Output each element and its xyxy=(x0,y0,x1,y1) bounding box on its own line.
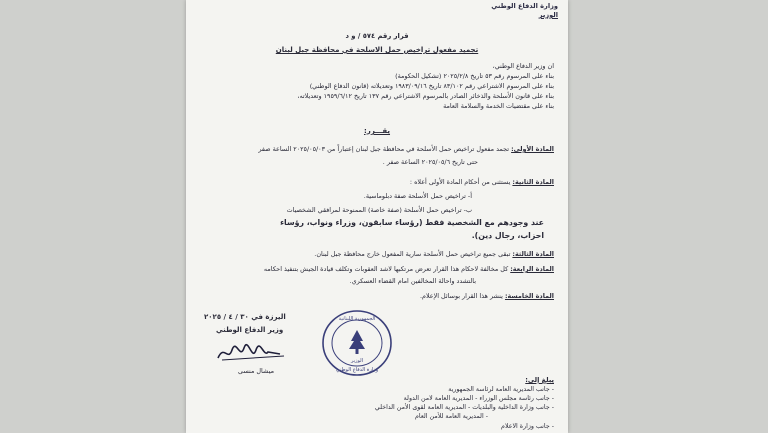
article-4-text: كل مخالفة لاحكام هذا القرار تعرض مرتكبها لاشد العقوبات وتكلف قيادة الجيش بتنفيذ احكامه xyxy=(263,265,509,273)
decision-subject: تجميد مفعول تراخيص حمل الاسلحة في محافظة جبل لبنان xyxy=(275,46,479,54)
article-1-text-cont: حتى تاريخ ٢٠٢٥/٠٥/٦ الساعة صفر . xyxy=(382,158,478,166)
article-1-text: تجمد مفعول تراخيص حمل الأسلحة في محافظة جبل لبنان إعتباراً من ٢٠٢٥/٠٥/٠٣ الساعة صفر xyxy=(258,145,510,153)
article-3-text: تبقى جميع تراخيص حمل الأسلحة سارية المفعول خارج محافظة جبل لبنان. xyxy=(314,250,511,258)
distribution-item: - المديرية العامة للأمن العام xyxy=(415,413,488,420)
letterhead xyxy=(491,2,558,20)
preamble-line: ان وزير الدفاع الوطني، xyxy=(492,62,554,70)
ministry-stamp xyxy=(320,308,394,378)
article-4-label: المادة الرابعة: xyxy=(510,265,554,273)
distribution-item: - جانب وزارة الاعلام xyxy=(501,423,554,430)
preamble-line: بناء على المرسوم رقم ٥٣ تاريخ ٢٠٢٥/٢/٨ (تشكيل الحكومة) xyxy=(395,72,554,80)
distribution-item: - جانب المديرية العامة لرئاسة الجمهورية xyxy=(448,386,554,393)
distribution-heading: يبلغ إلى: xyxy=(525,376,554,384)
minister-title: وزير الدفاع الوطني xyxy=(216,326,284,334)
article-4 xyxy=(264,265,554,273)
article-2-text: يستثنى من أحكام المادة الأولى أعلاه : xyxy=(409,178,511,186)
article-3 xyxy=(314,250,554,258)
distribution-item: - جانب رئاسة مجلس الوزراء - المديرية العامة لامن الدولة xyxy=(403,395,554,402)
document-page xyxy=(186,0,568,433)
minister-office: الوزير xyxy=(538,11,558,19)
preamble-line: بناء على المرسوم الاشتراعي رقم ٨٣/١٠٢ تاريخ ١٩٨٣/٠٩/١٦ وتعديلاته (قانون الدفاع الوطني) xyxy=(309,82,554,90)
signature-scribble xyxy=(214,336,288,366)
article-2-item-b: ب- تراخيص حمل الأسلحة (صفة خاصة) الممنوحة لمرافقي الشخصيات xyxy=(286,206,472,214)
distribution-item: - جانب وزارة الداخلية والبلديات - المديرية العامة لقوى الأمن الداخلي xyxy=(374,404,554,411)
article-2 xyxy=(410,178,554,186)
article-5-text: ينشر هذا القرار بوسائل الإعلام. xyxy=(419,292,503,300)
article-5-label: المادة الخامسة: xyxy=(504,292,554,300)
article-4-text-cont: بالتشدد واحالة المخالفين امام القضاء العسكري. xyxy=(349,277,476,285)
minister-name: ميشال منسى xyxy=(238,367,275,375)
article-2-label: المادة الثانية: xyxy=(512,178,554,186)
decides-heading: يقـــرر: xyxy=(363,127,391,135)
stamp-mid-text: الوزير xyxy=(350,358,364,364)
photo-border-right xyxy=(568,0,768,433)
article-1-label: المادة الأولى: xyxy=(511,145,554,153)
decision-number: قرار رقم ٥٧٤ / و د xyxy=(345,32,409,40)
place-date: اليرزة في ٣٠ / ٤ / ٢٠٢٥ xyxy=(204,313,286,321)
preamble-line: بناء على قانون الأسلحة والذخائر الصادر بالمرسوم الاشتراعي رقم ١٣٧ تاريخ ١٩٥٩/٦/١٢ وتعديلاته، xyxy=(297,92,554,100)
article-5 xyxy=(420,292,554,300)
article-3-label: المادة الثالثة: xyxy=(512,250,554,258)
cedar-icon xyxy=(349,330,365,349)
article-2-item-a: أ- تراخيص حمل الأسلحة صفة دبلوماسية. xyxy=(363,192,472,200)
stamp-bottom-text: وزارة الدفاع الوطني xyxy=(335,367,379,373)
article-2-item-b-end: احزاب، رجال دين). xyxy=(471,231,544,240)
article-2-item-b-cont: عند وجودهم مع الشخصية فقط (رؤساء سابقون، وزراء ونواب، رؤساء xyxy=(280,218,544,227)
stamp-top-text: الجمهورية اللبنانية xyxy=(338,316,376,322)
preamble-line: بناء على مقتضيات الخدمة والسلامة العامة xyxy=(443,102,554,110)
article-1 xyxy=(258,145,554,153)
ministry-name: وزارة الدفاع الوطني xyxy=(491,2,558,10)
photo-border-left xyxy=(0,0,186,433)
